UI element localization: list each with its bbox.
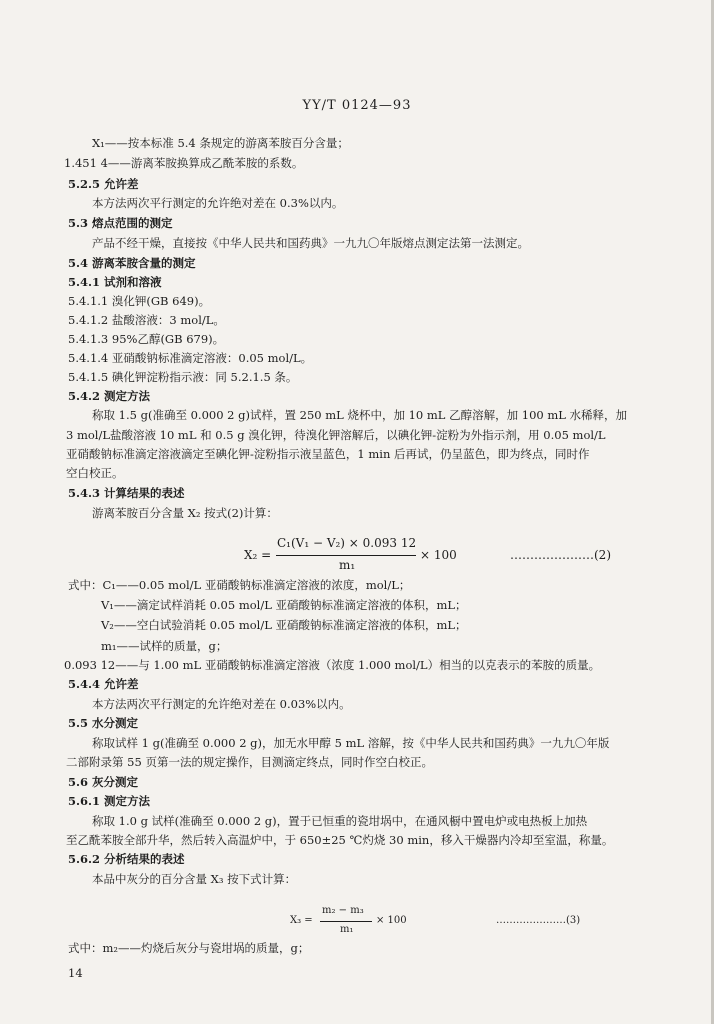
- paragraph: 游离苯胺百分含量 X₂ 按式(2)计算：: [92, 506, 278, 520]
- reagent-item: 5.4.1.3 95%乙醇(GB 679)。: [68, 332, 225, 346]
- formula-tail: × 100: [420, 548, 457, 562]
- variable-def-c1: 式中：C₁——0.05 mol/L 亚硝酸钠标准滴定溶液的浓度，mol/L；: [68, 578, 411, 592]
- formula-lhs: X₂ =: [244, 548, 272, 562]
- paragraph: 称取 1.5 g(准确至 0.000 2 g)试样，置 250 mL 烧杯中，加 10 mL 乙醇溶解，加 100 mL 水稀释，加: [92, 408, 628, 422]
- heading-5-2-5: 5.2.5 允许差: [68, 177, 139, 191]
- heading-5-6-1: 5.6.1 测定方法: [68, 794, 151, 808]
- reagent-item: 5.4.1.5 碘化钾淀粉指示液：同 5.2.1.5 条。: [68, 370, 298, 384]
- fraction-bar: [276, 555, 416, 556]
- variable-def-m2: 式中：m₂——灼烧后灰分与瓷坩埚的质量，g；: [68, 941, 310, 955]
- paragraph: 二部附录第 55 页第一法的规定操作，目测滴定终点，同时作空白校正。: [66, 755, 433, 769]
- fraction-bar: [320, 921, 372, 922]
- reagent-item: 5.4.1.2 盐酸溶液：3 mol/L。: [68, 313, 225, 327]
- paragraph: 称取试样 1 g(准确至 0.000 2 g)，加无水甲醇 5 mL 溶解，按《中华人民共和国药典》一九九〇年版: [92, 736, 610, 750]
- formula-lhs: X₃ =: [290, 915, 313, 926]
- formula-denominator: m₁: [340, 924, 354, 935]
- formula-tail: × 100: [376, 915, 407, 926]
- variable-def-m1: m₁——试样的质量，g；: [101, 639, 228, 653]
- heading-5-4-4: 5.4.4 允许差: [68, 677, 139, 691]
- paragraph: 本品中灰分的百分含量 X₃ 按下式计算：: [92, 872, 297, 886]
- formula-denominator: m₁: [339, 558, 356, 572]
- paragraph: 亚硝酸钠标准滴定溶液滴定至碘化钾-淀粉指示液呈蓝色，1 min 后再试，仍呈蓝色，即为终点，同时作: [66, 447, 590, 461]
- paragraph: 至乙酰苯胺全部升华，然后转入高温炉中，于 650±25 ℃灼烧 30 min，移入干燥器内冷却至室温，称量。: [66, 833, 614, 847]
- heading-5-4-2: 5.4.2 测定方法: [68, 389, 151, 403]
- equation-number: …………………(3): [496, 915, 581, 926]
- paragraph: 本方法两次平行测定的允许绝对差在 0.3%以内。: [92, 196, 344, 210]
- reagent-item: 5.4.1.1 溴化钾(GB 649)。: [68, 294, 211, 308]
- heading-5-6-2: 5.6.2 分析结果的表述: [68, 852, 185, 866]
- formula-numerator: m₂ − m₃: [322, 905, 364, 916]
- paragraph: 产品不经干燥，直接按《中华人民共和国药典》一九九〇年版熔点测定法第一法测定。: [92, 236, 529, 250]
- heading-5-3: 5.3 熔点范围的测定: [68, 216, 173, 230]
- variable-def-v1: V₁——滴定试样消耗 0.05 mol/L 亚硝酸钠标准滴定溶液的体积，mL；: [101, 598, 467, 612]
- coefficient-def: 1.451 4——游离苯胺换算成乙酰苯胺的系数。: [64, 156, 304, 170]
- variable-def-x1: X₁——按本标准 5.4 条规定的游离苯胺百分含量；: [92, 136, 349, 150]
- page-number: 14: [68, 966, 83, 980]
- heading-5-4-3: 5.4.3 计算结果的表述: [68, 486, 185, 500]
- reagent-item: 5.4.1.4 亚硝酸钠标准滴定溶液：0.05 mol/L。: [68, 351, 313, 365]
- paragraph: 3 mol/L盐酸溶液 10 mL 和 0.5 g 溴化钾，待溴化钾溶解后，以碘化钾-淀粉为外指示剂，用 0.05 mol/L: [66, 428, 606, 442]
- paragraph: 空白校正。: [66, 466, 124, 480]
- heading-5-6: 5.6 灰分测定: [68, 775, 139, 789]
- heading-5-4: 5.4 游离苯胺含量的测定: [68, 256, 196, 270]
- heading-5-5: 5.5 水分测定: [68, 716, 139, 730]
- heading-5-4-1: 5.4.1 试剂和溶液: [68, 275, 162, 289]
- paragraph: 本方法两次平行测定的允许绝对差在 0.03%以内。: [92, 697, 351, 711]
- constant-def: 0.093 12——与 1.00 mL 亚硝酸钠标准滴定溶液（浓度 1.000 mol/L）相当的以克表示的苯胺的质量。: [64, 658, 601, 672]
- formula-numerator: C₁(V₁ − V₂) × 0.093 12: [277, 536, 417, 550]
- variable-def-v2: V₂——空白试验消耗 0.05 mol/L 亚硝酸钠标准滴定溶液的体积，mL；: [101, 618, 467, 632]
- paragraph: 称取 1.0 g 试样(准确至 0.000 2 g)，置于已恒重的瓷坩埚中，在通风橱中置电炉或电热板上加热: [92, 814, 588, 828]
- equation-number: …………………(2): [510, 548, 611, 562]
- standard-code-header: YY/T 0124—93: [302, 98, 412, 113]
